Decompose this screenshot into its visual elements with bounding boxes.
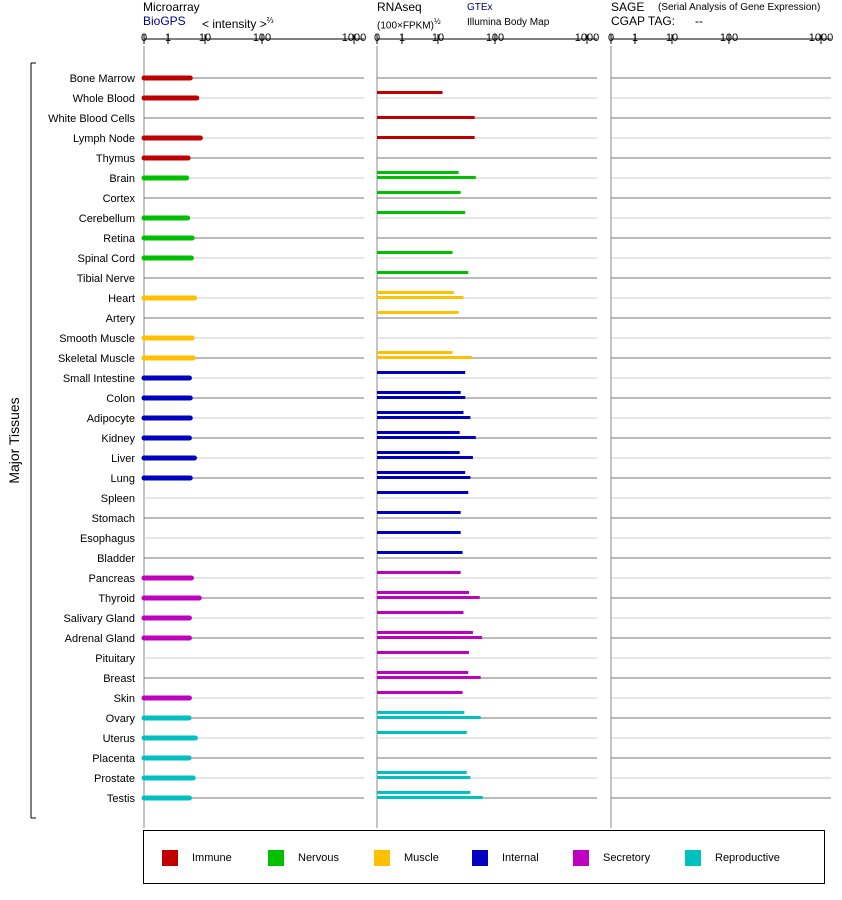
bar-rnaseq-gtex xyxy=(377,591,469,594)
tissue-label: Colon xyxy=(106,393,135,405)
legend-label: Internal xyxy=(502,852,539,864)
legend-item xyxy=(685,850,780,866)
microarray-title: Microarray xyxy=(143,0,200,14)
bar-rnaseq-gtex xyxy=(377,311,459,314)
bar-rnaseq-ibm xyxy=(377,396,465,399)
bar-rnaseq-gtex xyxy=(377,431,460,434)
tissue-label: Pancreas xyxy=(88,573,135,585)
bar-rnaseq-ibm xyxy=(377,416,470,419)
legend-swatch xyxy=(268,850,284,866)
rnaseq-title: RNAseq xyxy=(377,0,422,14)
tissue-label: Tibial Nerve xyxy=(76,273,135,285)
bar-rnaseq-gtex xyxy=(377,611,463,614)
cgap-tag-label: CGAP TAG: xyxy=(611,14,676,28)
legend-swatch xyxy=(573,850,589,866)
tissue-label: Skin xyxy=(113,693,135,705)
tissue-label: Esophagus xyxy=(79,533,135,545)
sage-title: SAGE xyxy=(611,0,645,14)
tissue-label: Lymph Node xyxy=(73,133,135,145)
legend-swatch xyxy=(162,850,178,866)
bar-rnaseq-gtex xyxy=(377,671,468,674)
bar-rnaseq-gtex xyxy=(377,491,468,494)
bar-rnaseq-gtex xyxy=(377,351,453,354)
legend-swatch xyxy=(685,850,701,866)
axis-tick-label-microarray: 1000 xyxy=(341,32,367,44)
bar-rnaseq-gtex xyxy=(377,371,465,374)
bar-rnaseq-gtex xyxy=(377,551,463,554)
tissue-label: Placenta xyxy=(92,753,135,765)
bar-rnaseq-gtex xyxy=(377,511,461,514)
illumina-label: Illumina Body Map xyxy=(467,17,550,28)
bar-rnaseq-gtex xyxy=(377,531,461,534)
axis-tick-label-microarray: 0 xyxy=(140,32,148,44)
tissue-label: Cerebellum xyxy=(78,213,135,225)
axis-tick-label-sage: 1000 xyxy=(808,32,834,44)
bar-rnaseq-ibm xyxy=(377,776,470,779)
tissue-label: Pituitary xyxy=(95,653,135,665)
legend-label: Muscle xyxy=(404,852,439,864)
tissue-label: Skeletal Muscle xyxy=(57,353,135,365)
legend xyxy=(143,830,825,884)
legend-label: Reproductive xyxy=(715,852,780,864)
axis-tick-label-sage: 100 xyxy=(719,32,739,44)
tissue-label: Uterus xyxy=(102,733,135,745)
bar-rnaseq-gtex xyxy=(377,391,461,394)
bar-rnaseq-ibm xyxy=(377,456,473,459)
axis-tick-label-microarray: 100 xyxy=(252,32,272,44)
tissue-label: Thymus xyxy=(95,153,135,165)
bar-rnaseq-ibm xyxy=(377,636,482,639)
tissue-label: Spinal Cord xyxy=(77,253,135,265)
tissue-label: Spleen xyxy=(100,493,135,505)
axis-tick-label-rnaseq: 1000 xyxy=(574,32,600,44)
tissue-label: Bone Marrow xyxy=(69,73,135,85)
legend-swatch xyxy=(472,850,488,866)
bar-rnaseq-gtex xyxy=(377,291,454,294)
bar-rnaseq-ibm xyxy=(377,136,475,139)
tissue-label: Stomach xyxy=(91,513,135,525)
legend-item xyxy=(162,850,232,866)
bar-rnaseq-gtex xyxy=(377,171,459,174)
cgap-tag-value: -- xyxy=(695,14,703,28)
tissue-label: Whole Blood xyxy=(72,93,135,105)
tissue-label: Lung xyxy=(110,473,135,485)
axis-tick-label-rnaseq: 10 xyxy=(431,32,445,44)
bar-rnaseq-gtex xyxy=(377,471,465,474)
tissue-label: Kidney xyxy=(101,433,135,445)
tissue-label: Adrenal Gland xyxy=(64,633,135,645)
bar-rnaseq-ibm xyxy=(377,476,470,479)
bar-rnaseq-ibm xyxy=(377,676,481,679)
axis-tick-label-rnaseq: 0 xyxy=(373,32,381,44)
tissue-label: Brain xyxy=(109,173,135,185)
legend-item xyxy=(268,850,339,866)
tissue-label: Artery xyxy=(105,313,135,325)
sage-description: (Serial Analysis of Gene Expression) xyxy=(658,2,821,13)
axis-tick-label-sage: 0 xyxy=(607,32,615,44)
legend-label: Secretory xyxy=(603,852,651,864)
legend-label: Nervous xyxy=(298,852,339,864)
bar-rnaseq-gtex xyxy=(377,731,467,734)
axis-tick-label-rnaseq: 1 xyxy=(398,32,406,44)
bar-rnaseq-gtex xyxy=(377,571,461,574)
bar-rnaseq-gtex xyxy=(377,251,453,254)
tissue-label: Liver xyxy=(111,453,135,465)
legend-item xyxy=(573,850,650,866)
tissue-label: Prostate xyxy=(94,773,135,785)
biogps-label: BioGPS xyxy=(143,14,186,28)
bar-rnaseq-ibm xyxy=(377,436,476,439)
legend-swatch xyxy=(374,850,390,866)
axis-tick-label-sage: 10 xyxy=(665,32,679,44)
bar-rnaseq-ibm xyxy=(377,796,483,799)
tissue-label: Ovary xyxy=(105,713,135,725)
bar-rnaseq-gtex xyxy=(377,691,463,694)
bar-rnaseq-gtex xyxy=(377,771,467,774)
bar-rnaseq-gtex xyxy=(377,791,470,794)
axis-tick-label-microarray: 1 xyxy=(164,32,172,44)
legend-item xyxy=(472,850,539,866)
tissue-label: Smooth Muscle xyxy=(59,333,135,345)
bar-rnaseq-gtex xyxy=(377,191,461,194)
tissue-label: Thyroid xyxy=(98,593,135,605)
tissue-label: Adipocyte xyxy=(86,413,135,425)
bar-rnaseq-ibm xyxy=(377,356,472,359)
bar-rnaseq-gtex xyxy=(377,411,463,414)
bar-rnaseq-ibm xyxy=(377,116,475,119)
tissue-label: Retina xyxy=(103,233,135,245)
bar-rnaseq-gtex xyxy=(377,211,465,214)
bar-rnaseq-ibm xyxy=(377,716,481,719)
legend-item xyxy=(374,850,439,866)
bar-rnaseq-ibm xyxy=(377,596,480,599)
group-label: Major Tissues xyxy=(6,397,22,484)
bar-rnaseq-ibm xyxy=(377,296,463,299)
tissue-label: Testis xyxy=(106,793,135,805)
tissue-label: Heart xyxy=(108,293,135,305)
bar-rnaseq-gtex xyxy=(377,651,469,654)
axis-tick-label-rnaseq: 100 xyxy=(485,32,505,44)
bar-rnaseq-gtex xyxy=(377,271,468,274)
gtex-label: GTEx xyxy=(467,2,493,13)
bar-rnaseq-gtex xyxy=(377,451,460,454)
bar-rnaseq-gtex xyxy=(377,91,443,94)
tissue-label: Breast xyxy=(103,673,135,685)
fpkm-label: (100×FPKM)$^{\frac{1}{2}}$ xyxy=(377,17,441,32)
tissue-label: White Blood Cells xyxy=(48,113,135,125)
tissue-label: Small Intestine xyxy=(62,373,135,385)
legend-label: Immune xyxy=(192,852,232,864)
tissue-label: Salivary Gland xyxy=(63,613,135,625)
bar-rnaseq-ibm xyxy=(377,176,476,179)
tissue-label: Cortex xyxy=(102,193,135,205)
bar-rnaseq-gtex xyxy=(377,711,464,714)
axis-tick-label-sage: 1 xyxy=(631,32,639,44)
intensity-label: < intensity >$^{\frac{2}{3}}$ xyxy=(202,16,274,31)
axis-tick-label-microarray: 10 xyxy=(198,32,212,44)
bar-rnaseq-gtex xyxy=(377,631,473,634)
tissue-label: Bladder xyxy=(97,553,135,565)
